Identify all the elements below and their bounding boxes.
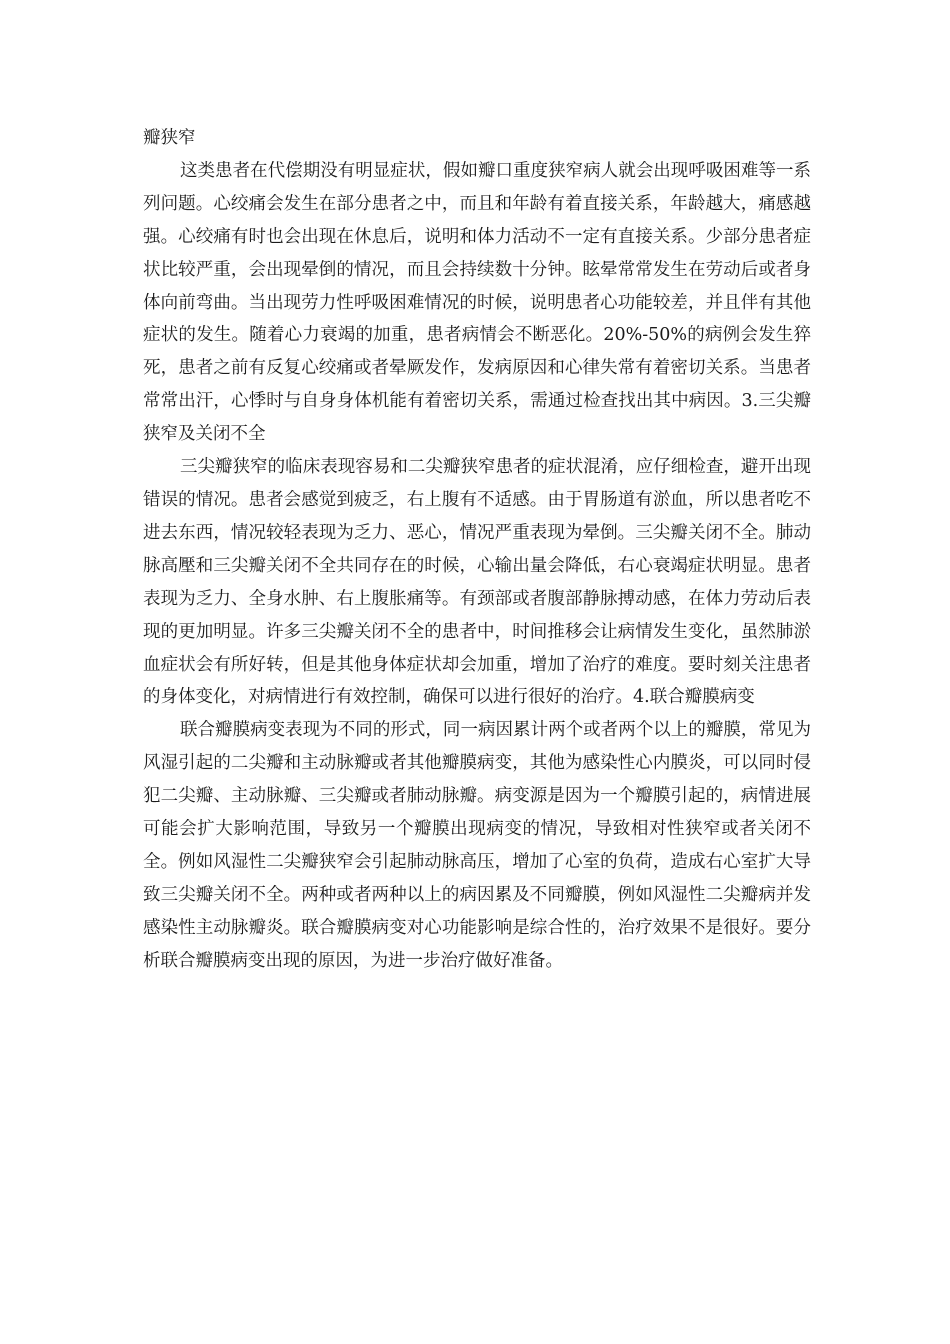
- document-page: [143, 122, 811, 978]
- paragraph-heading-fragment: 瓣狭窄: [143, 128, 196, 148]
- paragraph-aortic-stenosis: 这类患者在代偿期没有明显症状，假如瓣口重度狭窄病人就会出现呼吸困难等一系列问题。心绞痛会发生在部分患者之中，而且和年龄有着直接关系，年龄越大，痛感越强。心绞痛有时也会出现在休息后，说明和体力活动不一定有直接关系。少部分患者症状比较严重，会出现晕倒的情况，而且会持续数十分钟。眩晕常常发生在劳动后或者身体向前弯曲。当出现劳力性呼吸困难情况的时候，说明患者心功能较差，并且伴有其他症状的发生。随着心力衰竭的加重，患者病情会不断恶化。20%-50%的病例会发生猝死，患者之前有反复心绞痛或者晕厥发作，发病原因和心律失常有着密切关系。当患者常常出汗，心悸时与自身身体机能有着密切关系，需通过检查找出其中病因。3.三尖瓣狭窄及关闭不全: [143, 160, 811, 445]
- paragraph-tricuspid: 三尖瓣狭窄的临床表现容易和二尖瓣狭窄患者的症状混淆，应仔细检查，避开出现错误的情况。患者会感觉到疲乏，右上腹有不适感。由于胃肠道有淤血，所以患者吃不进去东西，情况较轻表现为乏力、恶心，情况严重表现为晕倒。三尖瓣关闭不全。肺动脉高壓和三尖瓣关闭不全共同存在的时候，心输出量会降低，右心衰竭症状明显。患者表现为乏力、全身水肿、右上腹胀痛等。有颈部或者腹部静脉搏动感，在体力劳动后表现的更加明显。许多三尖瓣关闭不全的患者中，时间推移会让病情发生变化，虽然肺淤血症状会有所好转，但是其他身体症状却会加重，增加了治疗的难度。要时刻关注患者的身体变化，对病情进行有效控制，确保可以进行很好的治疗。4.联合瓣膜病变: [143, 457, 811, 708]
- paragraph-combined-valve: 联合瓣膜病变表现为不同的形式，同一病因累计两个或者两个以上的瓣膜，常见为风湿引起的二尖瓣和主动脉瓣或者其他瓣膜病变，其他为感染性心内膜炎，可以同时侵犯二尖瓣、主动脉瓣、三尖瓣或者肺动脉瓣。病变源是因为一个瓣膜引起的，病情进展可能会扩大影响范围，导致另一个瓣膜出现病变的情况，导致相对性狭窄或者关闭不全。例如风湿性二尖瓣狭窄会引起肺动脉高压，增加了心室的负荷，造成右心室扩大导致三尖瓣关闭不全。两种或者两种以上的病因累及不同瓣膜，例如风湿性二尖瓣病并发感染性主动脉瓣炎。联合瓣膜病变对心功能影响是综合性的，治疗效果不是很好。要分析联合瓣膜病变出现的原因，为进一步治疗做好准备。: [143, 720, 811, 971]
